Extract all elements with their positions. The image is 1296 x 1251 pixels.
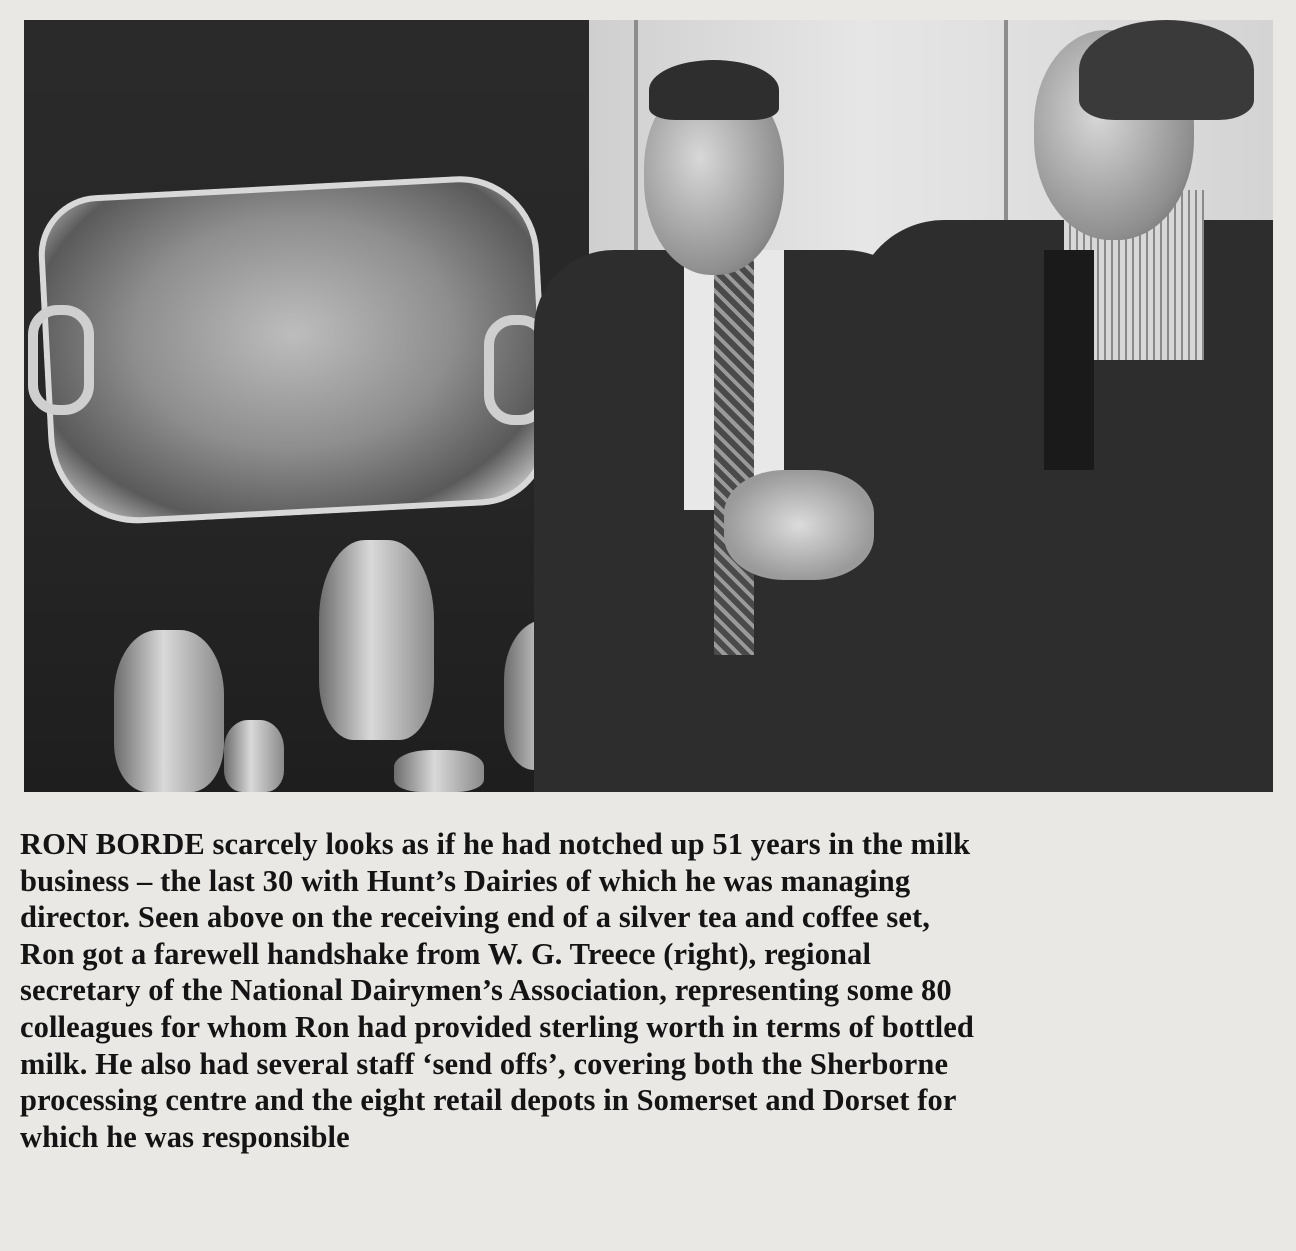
caption-line-4: Ron got a farewell handshake from W. G. Treece (right), regional — [20, 936, 872, 971]
handshake — [724, 470, 874, 580]
caption-line-9: which he was responsible — [20, 1119, 350, 1154]
tray-handle-left — [28, 305, 94, 415]
silver-urn — [319, 540, 434, 740]
silver-coffee-pot — [114, 630, 224, 792]
caption-line-6: colleagues for whom Ron had provided sterling worth in terms of bottled — [20, 1009, 974, 1044]
silver-tray — [36, 172, 553, 528]
caption-line-3: director. Seen above on the receiving end of a silver tea and coffee set, — [20, 900, 931, 935]
news-photograph — [24, 20, 1273, 792]
caption-line-1: RON BORDE scarcely looks as if he had notched up 51 years in the milk — [20, 827, 971, 861]
caption-line-8: processing centre and the eight retail depots in Somerset and Dorset for — [20, 1083, 957, 1118]
caption-line-2: business – the last 30 with Hunt’s Dairies of which he was managing — [20, 863, 911, 898]
silver-cream-jug — [224, 720, 284, 792]
caption-lead-name: RON BORDE — [20, 827, 205, 861]
silver-sugar-bowl — [394, 750, 484, 792]
caption-line-5: secretary of the National Dairymen’s Association, representing some 80 — [20, 973, 952, 1008]
photo-caption — [20, 826, 1280, 1155]
caption-line-7: milk. He also had several staff ‘send offs’, covering both the Sherborne — [20, 1046, 949, 1081]
